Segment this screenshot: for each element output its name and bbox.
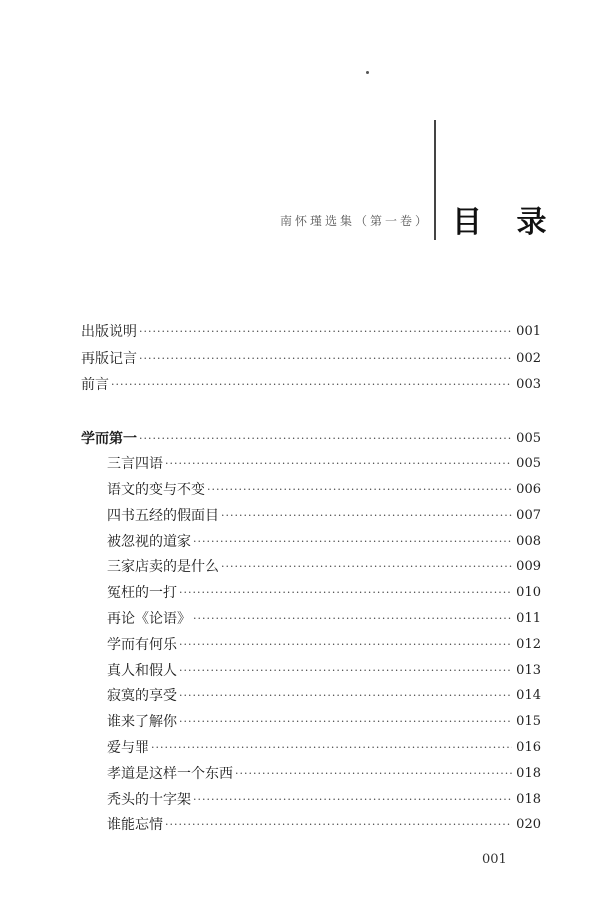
leader-dots	[179, 689, 512, 703]
toc-entry-front[interactable]	[81, 348, 541, 368]
toc-entry-section[interactable]	[107, 479, 541, 499]
toc-entry-page: 010	[516, 585, 541, 600]
leader-dots	[193, 793, 512, 807]
toc-entry-section[interactable]	[107, 608, 541, 628]
leader-dots	[193, 535, 512, 549]
leader-dots	[139, 352, 512, 366]
leader-dots	[165, 457, 512, 471]
header-rule	[434, 120, 436, 240]
toc-entry-title: 语文的变与不变	[107, 482, 205, 498]
leader-dots	[179, 586, 512, 600]
toc-entry-page: 011	[516, 611, 541, 626]
toc-entry-page: 009	[516, 559, 541, 574]
leader-dots	[165, 818, 512, 832]
toc-entry-part[interactable]	[81, 428, 541, 448]
leader-dots	[139, 432, 512, 446]
toc-entry-title: 真人和假人	[107, 663, 177, 679]
toc-entry-title: 秃头的十字架	[107, 792, 191, 808]
leader-dots	[179, 664, 512, 678]
toc-entry-page: 018	[516, 792, 541, 807]
leader-dots	[111, 378, 512, 392]
leader-dots	[193, 612, 512, 626]
toc-entry-page: 006	[516, 482, 541, 497]
toc-entry-section[interactable]	[107, 582, 541, 602]
toc-entry-page: 005	[516, 431, 541, 446]
toc-entry-page: 007	[516, 508, 541, 523]
toc-entry-title: 寂寞的享受	[107, 688, 177, 704]
toc-entry-page: 018	[516, 766, 541, 781]
toc-entry-page: 003	[516, 377, 541, 392]
toc-entry-title: 冤枉的一打	[107, 585, 177, 601]
toc-entry-page: 008	[516, 534, 541, 549]
page-number: 001	[482, 852, 507, 867]
toc-entry-title: 学而有何乐	[107, 637, 177, 653]
toc-entry-page: 001	[516, 324, 541, 339]
toc-entry-front[interactable]	[81, 321, 541, 341]
toc-entry-section[interactable]	[107, 505, 541, 525]
toc-entry-section[interactable]	[107, 556, 541, 576]
toc-entry-title: 爱与罪	[107, 740, 149, 756]
toc-entry-front[interactable]	[81, 374, 541, 394]
toc-entry-section[interactable]	[107, 453, 541, 473]
toc-entry-section[interactable]	[107, 660, 541, 680]
toc-entry-section[interactable]	[107, 789, 541, 809]
leader-dots	[151, 741, 512, 755]
leader-dots	[207, 483, 512, 497]
toc-entry-section[interactable]	[107, 634, 541, 654]
leader-dots	[221, 560, 512, 574]
toc-entry-page: 020	[516, 817, 541, 832]
series-title: 南怀瑾选集（第一卷）	[279, 214, 430, 228]
leader-dots	[179, 715, 512, 729]
toc-entry-title: 四书五经的假面目	[107, 508, 219, 524]
toc-entry-title: 三家店卖的是什么	[107, 559, 219, 575]
toc-part-title: 学而第一	[81, 431, 137, 447]
leader-dots	[139, 325, 512, 339]
toc-entry-title: 孝道是这样一个东西	[107, 766, 233, 782]
toc-entry-page: 013	[516, 663, 541, 678]
toc-entry-title: 谁来了解你	[107, 714, 177, 730]
toc-entry-section[interactable]	[107, 531, 541, 551]
toc-entry-page: 014	[516, 688, 541, 703]
toc-entry-page: 005	[516, 456, 541, 471]
page-title: 目 录	[452, 205, 559, 240]
toc-entry-section[interactable]	[107, 737, 541, 757]
toc-entry-section[interactable]	[107, 711, 541, 731]
leader-dots	[221, 509, 512, 523]
ink-dot	[366, 71, 369, 74]
toc-entry-title: 出版说明	[81, 324, 137, 340]
toc-entry-section[interactable]	[107, 763, 541, 783]
toc-entry-title: 再论《论语》	[107, 611, 191, 627]
toc-entry-page: 015	[516, 714, 541, 729]
toc-entry-title: 再版记言	[81, 351, 137, 367]
toc-entry-section[interactable]	[107, 814, 541, 834]
toc-entry-section[interactable]	[107, 685, 541, 705]
toc-entry-title: 谁能忘情	[107, 817, 163, 833]
toc-entry-title: 前言	[81, 377, 109, 393]
toc-entry-page: 002	[516, 351, 541, 366]
toc-entry-title: 三言四语	[107, 456, 163, 472]
leader-dots	[235, 767, 512, 781]
toc-entry-page: 016	[516, 740, 541, 755]
toc-entry-page: 012	[516, 637, 541, 652]
toc-entry-title: 被忽视的道家	[107, 534, 191, 550]
leader-dots	[179, 638, 512, 652]
